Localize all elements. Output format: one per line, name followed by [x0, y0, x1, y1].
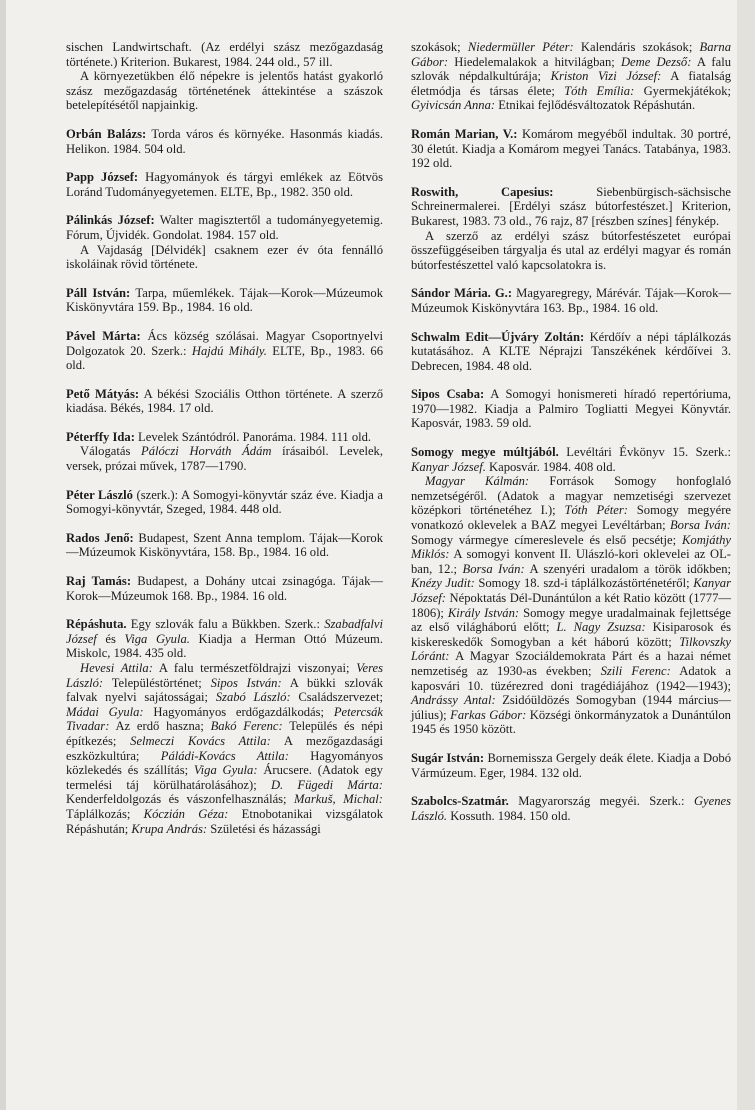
entry-citation [66, 531, 383, 560]
entry-text: Somogy megyére vonatkozó oklevelek a BAZ megyei Levéltárban; [411, 503, 731, 533]
italic-name: Farkas Gábor: [450, 707, 527, 722]
entry-text: A Magyar Szociáldemokrata Párt és a hazai német nemzetiség az 1930-as években; [411, 649, 731, 678]
entry-heading: Páll István: [66, 285, 131, 300]
entry-heading: Pável Márta: [66, 328, 141, 343]
entry-heading: Román Marian, V.: [411, 126, 518, 141]
entry-text: Kalendáris szokások; [573, 40, 700, 54]
italic-name: Petercsák Tivadar: [66, 704, 383, 734]
bibliography-entry [66, 387, 383, 416]
entry-annotation [411, 229, 731, 273]
bibliography-entry [66, 574, 383, 603]
entry-text: Levéltári Évkönyv 15. Szerk.: [558, 445, 731, 460]
entry-text: Népoktatás Dél-Dunántúlon a két Ratio között (1777—1806); [411, 591, 731, 620]
entry-heading: Sipos Csaba: [411, 387, 485, 402]
entry-annotation [66, 243, 383, 272]
italic-name: Király István: [447, 605, 520, 620]
entry-text: és [96, 631, 125, 646]
entry-text: Budapest, a Dohány utcai zsinagóga. Tájak—Korok—Múzeumok 168. Bp., 1984. 16 old. [66, 574, 383, 603]
entry-annotation [66, 444, 383, 473]
entry-heading: Pálinkás József: [66, 213, 155, 228]
bibliography-entry [66, 170, 383, 199]
entry-heading: Péterffy Ida: [66, 429, 135, 444]
bibliography-entry [66, 127, 383, 156]
entry-text: (szerk.): A Somogyi-könyvtár száz éve. Kiadja a Somogyi-könyvtár, Szeged, 1984. 448 old. [66, 487, 383, 517]
entry-citation [66, 387, 383, 416]
entry-text: Komárom megyéből indultak. 30 portré, 30 életút. Kiadja a Komárom megyei Tanács. Tatabánya, 1983. 192 old. [411, 126, 732, 171]
entry-text: Ács község szólásai. Magyar Csoportnyelvi Dolgozatok 20. Szerk.: [66, 328, 384, 358]
italic-name: Tóth Emília: [564, 83, 635, 98]
entry-text: írásaiból. Levelek, versek, prózai művek, 1787—1790. [66, 444, 383, 474]
entry-text: Adatok a kaposvári 10. tüzérezred doni tragédiájához (1942—1943); [411, 663, 732, 693]
entry-text: Kisiparosok és kiskereskedők Somogyban a két háború között; [411, 620, 731, 649]
italic-name: Mádai Gyula: [66, 704, 144, 719]
italic-name: Gyivicsán Anna: [411, 98, 496, 113]
entry-heading: Pető Mátyás: [66, 386, 140, 401]
italic-name: Tilkovszky Lóránt: [411, 634, 731, 664]
italic-name: Krupa András: [131, 821, 208, 836]
italic-name: L. Nagy Zsuzsa: [556, 620, 646, 635]
entry-text: Kiadja a Herman Ottó Múzeum. Miskolc, 1984. 435 old. [66, 631, 383, 661]
entry-text: Árucsere. (Adatok egy termelési táj körülhatárolásához); [66, 763, 383, 792]
bibliography-entry [411, 330, 731, 374]
entry-citation [411, 40, 731, 113]
bibliography-entry [66, 488, 383, 517]
left-column [66, 40, 383, 850]
entry-text: Hagyományos erdőgazdálkodás; [143, 704, 334, 719]
italic-name: Veres László: [66, 661, 383, 690]
italic-name: Borsa Iván: [462, 561, 525, 576]
entry-heading: Sándor Mária. G.: [411, 286, 513, 301]
italic-name: Szabadfalvi József [66, 617, 383, 646]
entry-text: Budapest, Szent Anna templom. Tájak—Korok—Múzeumok Kiskönyvtára, 158. Bp., 1984. 16 old. [66, 530, 383, 560]
entry-citation [66, 213, 383, 242]
entry-text: Gyermekjátékok; [634, 83, 731, 98]
entry-citation [66, 286, 383, 315]
entry-citation [411, 794, 731, 823]
entry-citation [66, 488, 383, 517]
italic-name: Kriston Vizi József: [550, 69, 662, 84]
italic-name: Knézy Judit: [411, 576, 475, 591]
entry-text: Hagyományos közlekedés és szállítás; [66, 748, 383, 778]
entry-text: A fiatalság életmódja és társas élete; [411, 69, 731, 98]
entry-text: Községi önkormányzatok a Dunántúlon 1945 és 1950 között. [411, 707, 731, 737]
italic-name: Viga Gyula: [193, 763, 258, 778]
entry-heading: Schwalm Edit—Újváry Zoltán: [411, 329, 585, 344]
italic-name: Sipos István: [210, 675, 282, 690]
entry-text: Tarpa, műemlékek. Tájak—Korok—Múzeumok Kiskönyvtára 159. Bp., 1984. 16 old. [66, 285, 383, 315]
right-column [411, 40, 731, 837]
entry-heading: Répáshuta. [66, 617, 127, 632]
italic-name: Markuš, Michal: [294, 792, 383, 807]
entry-citation [66, 127, 383, 156]
entry-text: A szenyéri uradalom a török időkben; [524, 561, 731, 576]
bibliography-entry [411, 751, 731, 780]
entry-text: Település és népi építkezés; [66, 719, 383, 748]
italic-name: Magyar Kálmán: [425, 474, 530, 489]
entry-heading: Péter László [66, 487, 133, 502]
entry-text: Torda város és környéke. Hasonmás kiadás. Helikon. 1984. 504 old. [66, 126, 383, 156]
italic-name: Hevesi Attila: [80, 661, 153, 675]
entry-citation [66, 574, 383, 603]
italic-name: Bakó Ferenc: [210, 719, 283, 734]
entry-heading: Somogy megye múltjából. [411, 445, 559, 460]
bibliography-entry [66, 40, 383, 113]
entry-annotation [411, 474, 731, 737]
entry-text: sischen Landwirtschaft. (Az erdélyi szász mezőgazdaság története.) Kriterion. Bukarest, 1984. 244 old., 57 ill. [66, 40, 383, 69]
bibliography-entry [66, 286, 383, 315]
italic-name: Gyenes László. [411, 794, 731, 823]
entry-text: Magyaregregy, Márévár. Tájak—Korok—Múzeumok Kiskönyvtára 163. Bp., 1984. 16 old. [411, 286, 731, 315]
italic-name: Andrássy Antal: [411, 693, 496, 708]
entry-text: Az erdő haszna; [109, 719, 211, 734]
entry-text: Hagyományok és tárgyi emlékek az Eötvös Loránd Tudományegyetemen. ELTE, Bp., 1982. 350 old. [66, 170, 383, 199]
italic-name: Szili Ferenc: [600, 663, 671, 678]
entry-citation [66, 40, 383, 69]
italic-name: Barna Gábor: [411, 40, 731, 69]
entry-text: Siebenbürgisch-sächsische Schreinermalerei. [Erdélyi szász bútorfestészet.] Kriterion, Bukarest, 1983. 73 old., 76 rajz, 87 [részben színes] fénykép. [411, 184, 731, 228]
entry-text: Somogy vármegye címereslevele és első pecsétje; [411, 532, 683, 547]
entry-text: Kaposvár. 1984. 408 old. [485, 459, 616, 474]
entry-heading: Raj Tamás: [66, 574, 132, 589]
bibliography-entry [411, 794, 731, 823]
entry-text: Településtörténet; [103, 675, 211, 690]
entry-citation [66, 329, 383, 373]
italic-name: Szabó László: [215, 690, 291, 705]
italic-name: Tóth Péter: [564, 503, 628, 518]
entry-text: Családszervezet; [290, 690, 383, 705]
entry-citation [411, 330, 731, 374]
entry-citation [66, 430, 383, 445]
italic-name: Niedermüller Péter: [467, 40, 574, 54]
italic-name: Pálóczi Horváth Ádám [141, 444, 272, 459]
italic-name: Páládi-Kovács Attila: [160, 748, 289, 763]
entry-heading: Rados Jenő: [66, 530, 134, 545]
entry-text: Magyarország megyéi. Szerk.: [508, 794, 694, 809]
entry-text: A szerző az erdélyi szász bútorfestészetet európai összefüggéseiben tárgyalja és utal az erdélyi magyar és román bútorfestészettel való kapcsolatokra is. [411, 228, 731, 272]
entry-text: A bükki szlovák falvak nyelvi sajátosságai; [66, 675, 383, 705]
entry-citation [411, 185, 731, 229]
bibliography-entry [411, 286, 731, 315]
italic-name: Viga Gyula. [124, 631, 190, 646]
entry-citation [411, 387, 731, 431]
entry-text: Kérdőív a népi táplálkozás kutatásához. A KLTE Néprajzi Tanszékének kérdőívei 3. Debrecen, 1984. 48 old. [411, 329, 731, 373]
italic-name: D. Fügedi Márta: [270, 777, 384, 792]
entry-heading: Sugár István: [411, 750, 485, 765]
entry-text: Levelek Szántódról. Panoráma. 1984. 111 old. [134, 429, 372, 444]
italic-name: Hajdú Mihály. [191, 343, 267, 358]
entry-text: Etnikai fejlődésváltozatok Répáshután. [495, 98, 696, 113]
entry-heading: Szabolcs-Szatmár. [411, 794, 509, 809]
entry-text: Kossuth. 1984. 150 old. [447, 808, 571, 823]
entry-text: Táplálkozás; [66, 806, 144, 821]
entry-citation [66, 617, 383, 661]
italic-name: Kanyar József. [411, 459, 486, 474]
entry-heading: Papp József: [66, 170, 139, 185]
entry-text: Walter magisztertől a tudományegyetemig. Fórum, Újvidék. Gondolat. 1984. 157 old. [66, 213, 383, 242]
entry-citation [411, 286, 731, 315]
entry-text: A környezetükben élő népekre is jelentős hatást gyakorló szász mezőgazdaság történetének áttekintése a szászok betelepítésétől napjainkig. [66, 69, 383, 113]
entry-text: ELTE, Bp., 1983. 66 old. [66, 343, 384, 373]
entry-text: Zsidóüldözés Somogyban (1944 március—július); [411, 693, 731, 722]
entry-text: Etnobotanikai vizsgálatok Répáshután; [66, 806, 383, 836]
bibliography-entry [411, 40, 731, 113]
entry-heading: Roswith, Capesius: [411, 184, 554, 199]
bibliography-entry [66, 430, 383, 474]
bibliography-entry [411, 185, 731, 273]
entry-text: A falu természetföldrajzi viszonyai; [152, 661, 357, 675]
entry-text: Kenderfeldolgozás és vászonfelhasználás; [66, 792, 295, 807]
entry-citation [66, 170, 383, 199]
entry-text: Somogy megye uradalmainak fejlettsége az első világháború előtt; [411, 605, 732, 635]
bibliography-entry [66, 329, 383, 373]
entry-text: A falu szlovák népdalkultúrája; [411, 54, 732, 84]
entry-citation [411, 445, 731, 474]
entry-text: Egy szlovák falu a Bükkben. Szerk.: [126, 617, 325, 632]
italic-name: Komjáthy Miklós: [411, 532, 731, 562]
entry-text: Válogatás [80, 444, 142, 459]
bibliography-entry [66, 617, 383, 836]
entry-text: Hiedelemalakok a hitvilágban; [448, 54, 621, 69]
entry-annotation [66, 661, 383, 836]
entry-citation [411, 127, 731, 171]
bibliography-entry [411, 127, 731, 171]
entry-text: A Vajdaság [Délvidék] csaknem ezer év óta fennálló iskoláinak rövid története. [66, 242, 383, 272]
entry-citation [411, 751, 731, 780]
entry-text: A mezőgazdasági eszközkultúra; [66, 733, 383, 763]
entry-text: szokások; [411, 40, 468, 54]
entry-text: A Somogyi honismereti híradó repertóriuma, 1970—1982. Kiadja a Palmiro Togliatti Megyei Könyvtár. Kaposvár, 1983. 59 old. [411, 387, 731, 431]
italic-name: Selmeczi Kovács Attila: [130, 733, 271, 748]
entry-text: Somogy 18. szd-i táplálkozástörténetéről; [474, 576, 694, 591]
entry-text: Bornemissza Gergely deák élete. Kiadja a Dobó Vármúzeum. Eger, 1984. 132 old. [411, 750, 731, 780]
entry-text: Születési és házassági [207, 821, 321, 836]
bibliography-entry [66, 213, 383, 271]
bibliography-entry [66, 531, 383, 560]
entry-heading: Orbán Balázs: [66, 126, 147, 141]
entry-text: A somogyi konvent II. Ulászló-kori oklevelei az OL-ban, 12.; [411, 547, 731, 576]
italic-name: Borsa Iván: [669, 518, 731, 533]
bibliography-entry [411, 387, 731, 431]
italic-name: Kanyar József: [411, 576, 731, 605]
entry-text: Források Somogy honfoglaló nemzetségéről. (Adatok a magyar nemzetiségi szervezet középkori történetéhez I.); [411, 474, 731, 518]
bibliography-entry [411, 445, 731, 737]
italic-name: Kóczián Géza: [143, 806, 229, 821]
entry-annotation [66, 69, 383, 113]
entry-text: A békési Szociális Otthon története. A szerző kiadása. Békés, 1984. 17 old. [66, 386, 383, 416]
italic-name: Deme Dezső: [620, 54, 692, 69]
